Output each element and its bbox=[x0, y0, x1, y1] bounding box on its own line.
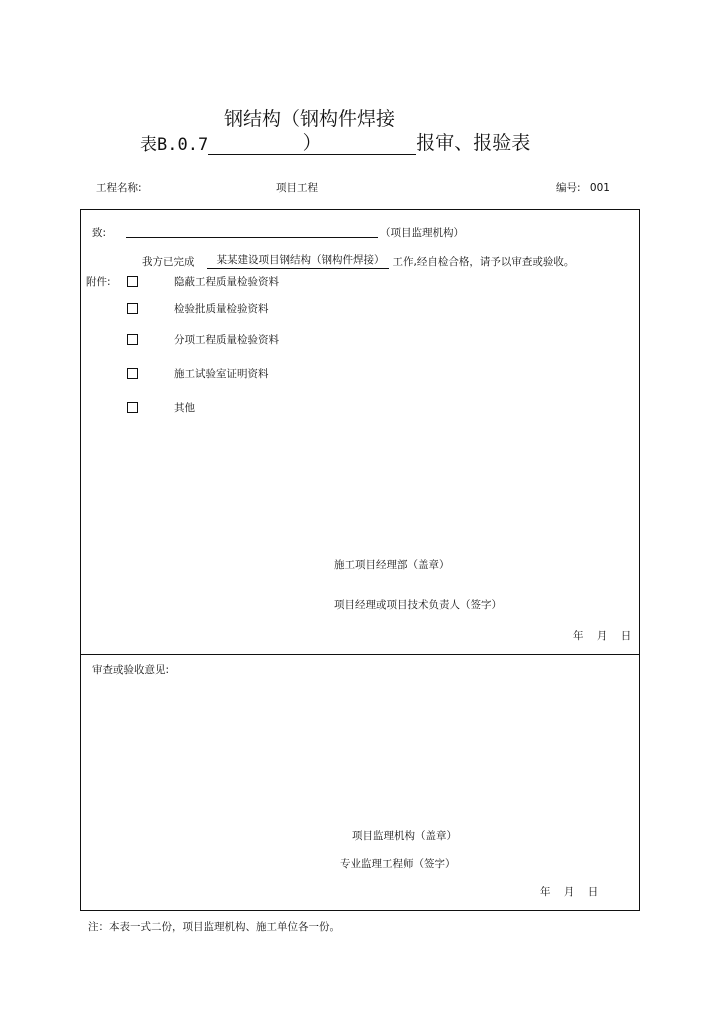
attachment-other: 其他 bbox=[174, 402, 195, 414]
opinion-label: 审查或验收意见: bbox=[92, 664, 170, 676]
statement-work: 某某建设项目钢结构（钢构件焊接） bbox=[207, 252, 389, 269]
attachment-checkbox-concealed[interactable] bbox=[127, 276, 138, 287]
attachment-subitem-works: 分项工程质量检验资料 bbox=[174, 334, 279, 346]
statement-suffix: 工作,经自检合格，请予以审查或验收。 bbox=[392, 256, 575, 268]
attachment-lab-certificate: 施工试验室证明资料 bbox=[174, 368, 269, 380]
manager-sign-label: 项目经理或项目技术负责人（签字） bbox=[334, 599, 502, 611]
form-number-value: 001 bbox=[589, 182, 610, 194]
form-title-suffix: 报审、报验表 bbox=[416, 132, 531, 154]
form-title-line2 bbox=[140, 128, 530, 155]
form-code: 表B.0.7 bbox=[140, 135, 209, 155]
section-divider bbox=[80, 654, 640, 655]
title-paren-close: ） bbox=[302, 132, 322, 154]
completion-statement bbox=[142, 252, 574, 269]
footer-note: 注：本表一式二份，项目监理机构、施工单位各一份。 bbox=[88, 921, 340, 933]
section1-date: 年 月 日 bbox=[573, 630, 632, 642]
attachment-inspection-lot: 检验批质量检验资料 bbox=[174, 303, 269, 315]
project-name-label: 工程名称: bbox=[96, 182, 142, 194]
form-title-line1: 钢结构（钢构件焊接 bbox=[224, 108, 396, 130]
form-number-label: 编号: bbox=[556, 182, 581, 194]
form-title-blank bbox=[208, 132, 416, 155]
attachment-checkbox-inspection-lot[interactable] bbox=[127, 303, 138, 314]
supervisor-org-label: （项目监理机构） bbox=[380, 227, 464, 239]
engineer-sign-label: 专业监理工程师（签字） bbox=[340, 858, 456, 870]
attachment-checkbox-other[interactable] bbox=[127, 402, 138, 413]
attachment-concealed-works: 隐蔽工程质量检验资料 bbox=[174, 276, 279, 288]
form-number bbox=[556, 180, 610, 195]
dept-stamp-label: 施工项目经理部（盖章） bbox=[334, 559, 450, 571]
section2-date: 年 月 日 bbox=[540, 886, 599, 898]
attachment-checkbox-lab[interactable] bbox=[127, 368, 138, 379]
attachment-checkbox-subitem[interactable] bbox=[127, 334, 138, 345]
attachments-label: 附件: bbox=[86, 276, 111, 288]
statement-prefix: 我方已完成 bbox=[142, 256, 195, 268]
to-label: 致: bbox=[92, 227, 107, 239]
org-stamp-label: 项目监理机构（盖章） bbox=[352, 830, 457, 842]
project-name-value: 项目工程 bbox=[276, 182, 318, 194]
recipient-underline bbox=[126, 237, 378, 238]
